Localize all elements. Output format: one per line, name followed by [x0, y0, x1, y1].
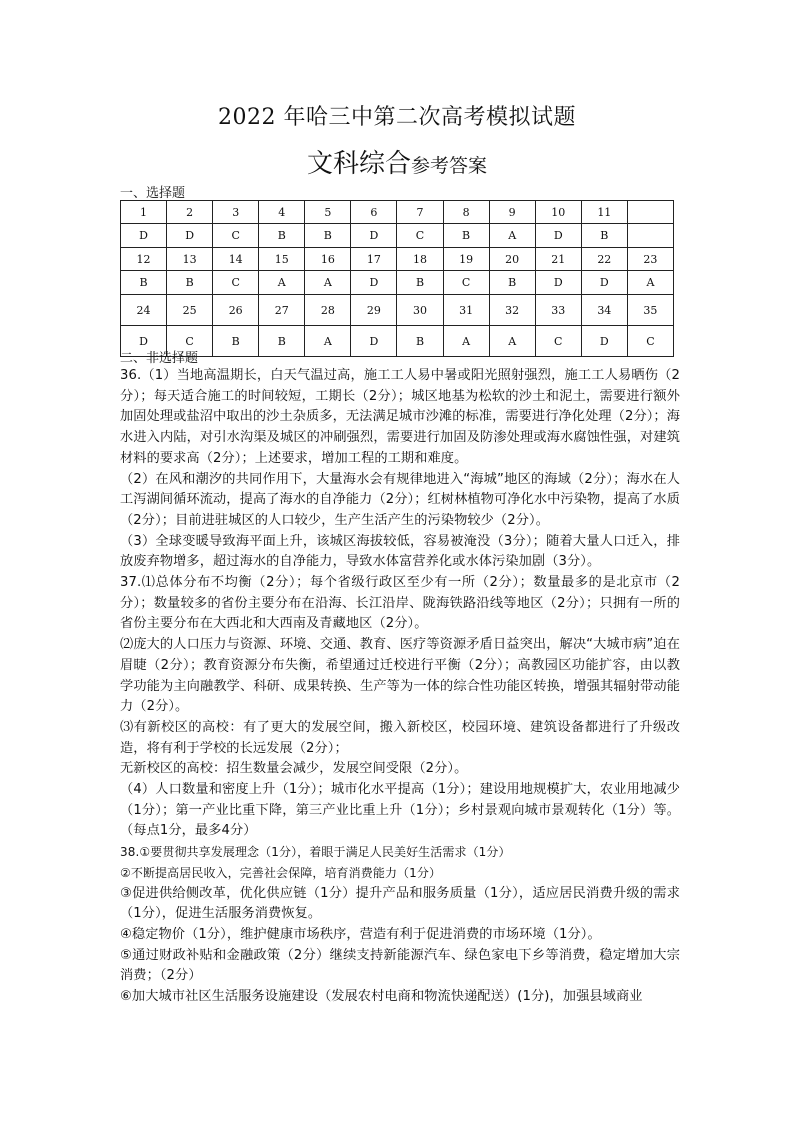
- table-cell: 15: [259, 248, 305, 271]
- table-cell: B: [397, 326, 443, 357]
- answer-paragraph: 38.①要贯彻共享发展理念（1分），着眼于满足人民美好生活需求（1分）: [120, 845, 511, 860]
- table-cell: A: [305, 326, 351, 357]
- table-row: [121, 248, 674, 271]
- table-row: [121, 295, 674, 326]
- table-cell: 10: [535, 201, 581, 224]
- table-cell: B: [259, 224, 305, 248]
- table-cell: 27: [259, 295, 305, 326]
- answer-paragraph: ②不断提高居民收入，完善社会保障，培育消费能力（1分）: [120, 865, 442, 880]
- subtitle-suffix: 参考答案: [411, 155, 488, 177]
- table-cell: C: [397, 224, 443, 248]
- page-subtitle: [0, 143, 794, 180]
- table-cell: 1: [121, 201, 167, 224]
- table-cell: 35: [627, 295, 673, 326]
- answer-paragraph: 36.（1）当地高温期长，白天气温过高，施工工人易中暑或阳光照射强烈，施工工人易晒伤（2分）；每天适合施工的时间较短，工期长（2分）；城区地基为松软的沙土和泥土，需要进行额外加固处理或盐沼中取出的沙土杂质多，无法满足城市沙滩的标准，需要进行净化处理（2分）；海水进入内陆，对引水沟渠及城区的冲刷强烈，需要进行加固及防渗处理或海水腐蚀性强，对建筑材料的要求高（2分）；上述要求，增加工程的工期和难度。: [120, 368, 680, 466]
- table-cell: A: [259, 271, 305, 295]
- table-cell: 25: [167, 295, 213, 326]
- table-cell: D: [351, 326, 397, 357]
- table-cell: 13: [167, 248, 213, 271]
- table-cell: 23: [627, 248, 673, 271]
- table-row: [121, 224, 674, 248]
- table-cell: A: [489, 326, 535, 357]
- table-cell: B: [259, 326, 305, 357]
- table-cell: C: [443, 271, 489, 295]
- answer-paragraph: ⑵庞大的人口压力与资源、环境、交通、教育、医疗等资源矛盾日益突出，解决“大城市病”迫在眉睫（2分）；教育资源分布失衡，希望通过迁校进行平衡（2分）；高教园区功能扩容，由以教学功能为主向融教学、科研、成果转换、生产等为一体的综合性功能区转换，增强其辐射带动能力（2分）。: [120, 637, 680, 715]
- table-cell: A: [489, 224, 535, 248]
- table-cell: 21: [535, 248, 581, 271]
- table-cell: [627, 201, 673, 224]
- table-cell: 7: [397, 201, 443, 224]
- table-cell: 22: [581, 248, 627, 271]
- table-cell: B: [305, 224, 351, 248]
- table-cell: 8: [443, 201, 489, 224]
- table-cell: C: [627, 326, 673, 357]
- table-cell: 11: [581, 201, 627, 224]
- subtitle-main: 文科综合: [306, 149, 411, 179]
- table-cell: 2: [167, 201, 213, 224]
- table-cell: D: [121, 326, 167, 357]
- table-cell: 34: [581, 295, 627, 326]
- table-cell: 19: [443, 248, 489, 271]
- answer-paragraph: （3）全球变暖导致海平面上升，该城区海拔较低，容易被淹没（3分）；随着大量人口迁入，排放废弃物增多，超过海水的自净能力，导致水体富营养化或水体污染加剧（3分）。: [120, 533, 680, 570]
- table-cell: 31: [443, 295, 489, 326]
- table-cell: [627, 224, 673, 248]
- table-cell: 20: [489, 248, 535, 271]
- table-cell: 3: [213, 201, 259, 224]
- answer-paragraph: 无新校区的高校：招生数量会减少，发展空间受限（2分）。: [120, 761, 468, 777]
- answer-paragraph: ⑶有新校区的高校：有了更大的发展空间，搬入新校区，校园环境、建筑设备都进行了升级改造，将有利于学校的长远发展（2分）；: [120, 719, 680, 756]
- table-cell: A: [305, 271, 351, 295]
- table-row: [121, 326, 674, 357]
- table-cell: D: [351, 224, 397, 248]
- table-cell: C: [535, 326, 581, 357]
- table-cell: 32: [489, 295, 535, 326]
- table-cell: 24: [121, 295, 167, 326]
- answer-paragraph: （2）在风和潮汐的共同作用下，大量海水会有规律地进入“海城”地区的海域（2分）；海水在人工泻湖间循环流动，提高了海水的自净能力（2分）；红树林植物可净化水中污染物，提高了水质（2分）；目前进驻城区的人口较少，生产生活产生的污染物较少（2分）。: [120, 471, 680, 528]
- table-cell: 18: [397, 248, 443, 271]
- table-cell: 33: [535, 295, 581, 326]
- table-cell: A: [443, 326, 489, 357]
- table-cell: C: [167, 326, 213, 357]
- answer-paragraph: ③促进供给侧改革，优化供应链（1分）提升产品和服务质量（1分），适应居民消费升级的需求（1分），促进生活服务消费恢复。: [120, 885, 680, 922]
- answer-paragraph: ④稳定物价（1分），维护健康市场秩序，营造有利于促进消费的市场环境（1分）。: [120, 926, 601, 942]
- table-cell: A: [627, 271, 673, 295]
- table-row: [121, 201, 674, 224]
- table-row: [121, 271, 674, 295]
- table-cell: D: [167, 224, 213, 248]
- table-cell: 14: [213, 248, 259, 271]
- table-cell: B: [489, 271, 535, 295]
- table-cell: 9: [489, 201, 535, 224]
- answer-paragraph: ⑤通过财政补贴和金融政策（2分）继续支持新能源汽车、绿色家电下乡等消费，稳定增加大宗消费；（2分）: [120, 947, 680, 984]
- answer-paragraph: （4）人口数量和密度上升（1分）；城市化水平提高（1分）；建设用地规模扩大，农业用地减少（1分）；第一产业比重下降，第三产业比重上升（1分）；乡村景观向城市景观转化（1分）等。（每点1分，最多4分）: [120, 782, 680, 839]
- table-cell: B: [581, 224, 627, 248]
- table-cell: 29: [351, 295, 397, 326]
- table-cell: B: [397, 271, 443, 295]
- table-cell: D: [351, 271, 397, 295]
- section-heading-choice: 一、选择题: [120, 186, 186, 201]
- answer-paragraph: 37.⑴总体分布不均衡（2分）；每个省级行政区至少有一所（2分）；数量最多的是北京市（2分）；数量较多的省份主要分布在沿海、长江沿岸、陇海铁路沿线等地区（2分）；只拥有一所的省份主要分布在大西北和大西南及青藏地区（2分）。: [120, 575, 680, 632]
- table-cell: D: [581, 326, 627, 357]
- table-cell: 28: [305, 295, 351, 326]
- table-cell: 16: [305, 248, 351, 271]
- table-cell: D: [121, 224, 167, 248]
- table-cell: 6: [351, 201, 397, 224]
- table-cell: B: [167, 271, 213, 295]
- table-cell: 26: [213, 295, 259, 326]
- table-cell: 5: [305, 201, 351, 224]
- table-cell: B: [213, 326, 259, 357]
- table-cell: D: [535, 271, 581, 295]
- table-cell: 30: [397, 295, 443, 326]
- table-cell: 12: [121, 248, 167, 271]
- table-cell: B: [121, 271, 167, 295]
- answer-paragraph: ⑥加大城市社区生活服务设施建设（发展农村电商和物流快递配送）(1分)，加强县域商业: [120, 989, 643, 1005]
- table-cell: 4: [259, 201, 305, 224]
- section-heading-non-choice: 二、非选择题: [120, 351, 199, 366]
- table-cell: C: [213, 271, 259, 295]
- table-cell: D: [535, 224, 581, 248]
- table-cell: B: [443, 224, 489, 248]
- table-cell: 17: [351, 248, 397, 271]
- table-cell: C: [213, 224, 259, 248]
- answer-table: [120, 200, 674, 357]
- table-cell: D: [581, 271, 627, 295]
- page-title: 2022 年哈三中第二次高考模拟试题: [218, 105, 576, 130]
- answer-body: [120, 366, 680, 1008]
